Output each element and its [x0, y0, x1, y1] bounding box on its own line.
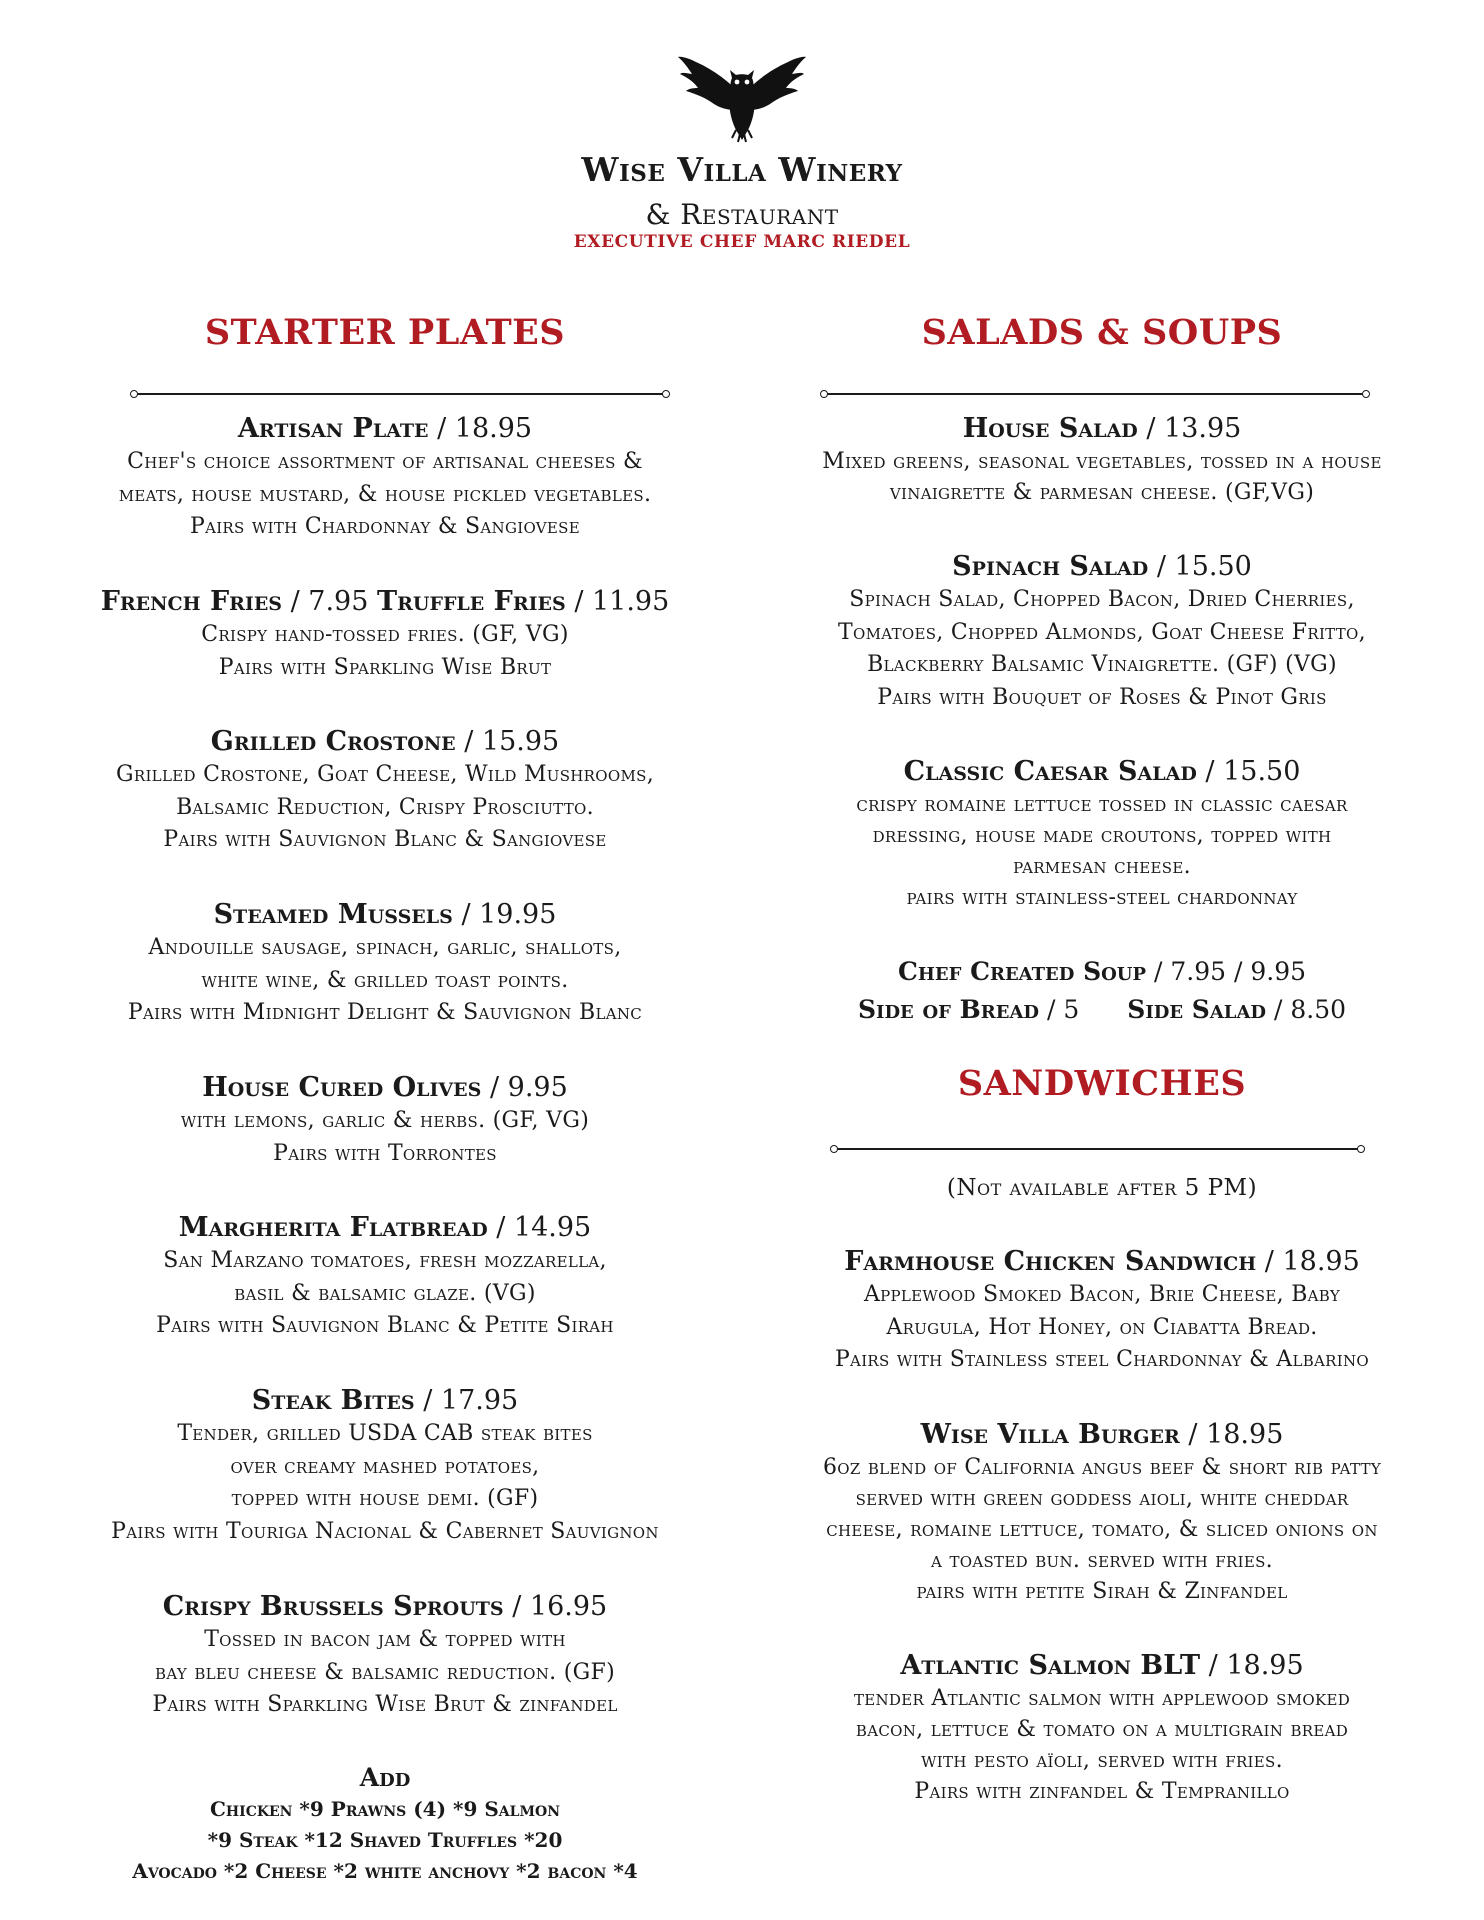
- menu-item: [40, 1590, 730, 1722]
- owl-icon: [676, 48, 808, 143]
- availability-note: (Not available after 5 PM): [946, 1175, 1258, 1201]
- item-price: / 8.50: [1266, 995, 1347, 1024]
- item-name: Spinach Salad: [952, 551, 1149, 582]
- item-description: Spinach Salad, Chopped Bacon, Dried Cherries,: [849, 587, 1355, 612]
- item-description: Grilled Crostone, Goat Cheese, Wild Mushrooms,: [115, 762, 654, 787]
- item-description: basil & balsamic glaze. (VG): [234, 1280, 536, 1306]
- menu-item: [40, 898, 730, 1030]
- item-price: / 13.95: [1137, 413, 1242, 444]
- item-description: Crispy hand-tossed fries. (GF, VG): [201, 622, 569, 647]
- menu-item: [40, 725, 730, 857]
- item-description: Balsamic Reduction, Crispy Prosciutto.: [176, 794, 594, 820]
- item-name: Atlantic Salmon BLT: [900, 1650, 1201, 1681]
- item-description: over creamy mashed potatoes,: [230, 1453, 540, 1479]
- item-price: / 16.95: [503, 1591, 608, 1622]
- item-description: a toasted bun. served with fries.: [931, 1548, 1273, 1573]
- menu-item: [40, 585, 730, 684]
- item-price: / 18.95: [1200, 1650, 1304, 1681]
- executive-chef: EXECUTIVE CHEF MARC RIEDEL: [573, 232, 911, 252]
- item-description: meats, house mustard, & house pickled vegetables.: [118, 481, 652, 507]
- item-price: / 14.95: [487, 1212, 592, 1243]
- item-name: Artisan Plate: [237, 413, 429, 444]
- section-title-sandwiches: SANDWICHES: [957, 1063, 1247, 1104]
- item-name: Farmhouse Chicken Sandwich: [844, 1246, 1257, 1277]
- section-title-salads: SALADS & SOUPS: [921, 312, 1283, 353]
- item-name: Classic Caesar Salad: [903, 756, 1197, 787]
- menu-item: [40, 1071, 730, 1170]
- item-description: San Marzano tomatoes, fresh mozzarella,: [163, 1248, 607, 1273]
- add-ons-line: Avocado *2 Cheese *2 white anchovy *2 bacon *4: [132, 1859, 638, 1883]
- item-pairing: Pairs with Sauvignon Blanc & Sangiovese: [163, 827, 607, 852]
- item-description: vinaigrette & parmesan cheese. (GF,VG): [889, 480, 1315, 505]
- item-pairing: Pairs with Sparkling Wise Brut & zinfandel: [152, 1692, 618, 1717]
- item-pairing: Pairs with Sparkling Wise Brut: [218, 654, 552, 680]
- item-description: parmesan cheese.: [1013, 854, 1191, 879]
- item-name: Grilled Crostone: [210, 726, 456, 757]
- add-ons-line: Chicken *9 Prawns (4) *9 Salmon: [210, 1797, 560, 1821]
- item-price: / 7.95 / 9.95: [1146, 957, 1307, 986]
- item-name: Side Salad: [1127, 995, 1267, 1024]
- menu-item: [40, 412, 730, 544]
- item-pairing: Pairs with Midnight Delight & Sauvignon Blanc: [127, 1000, 643, 1025]
- item-description: Tomatoes, Chopped Almonds, Goat Cheese Fritto,: [838, 619, 1366, 645]
- item-price: / 18.95: [1179, 1419, 1284, 1450]
- menu-item: [760, 1245, 1444, 1377]
- item-name: Margherita Flatbread: [178, 1212, 488, 1243]
- item-description: Chef's choice assortment of artisanal cheeses &: [127, 449, 643, 474]
- item-description: Applewood Smoked Bacon, Brie Cheese, Baby: [863, 1282, 1341, 1307]
- item-price: / 19.95: [452, 899, 557, 930]
- item-description: 6oz blend of California angus beef & short rib patty: [822, 1455, 1382, 1480]
- item-description: Tender, grilled USDA CAB steak bites: [177, 1421, 593, 1446]
- item-description: cheese, romaine lettuce, tomato, & sliced onions on: [826, 1517, 1378, 1542]
- item-name: Truffle Fries: [377, 586, 566, 617]
- item-price: / 15.95: [455, 726, 560, 757]
- item-description: bacon, lettuce & tomato on a multigrain bread: [855, 1717, 1349, 1742]
- restaurant-name: Wise Villa Winery: [581, 150, 903, 189]
- item-price: / 18.95: [1256, 1246, 1360, 1277]
- divider: [820, 388, 1370, 400]
- item-price: / 18.95: [428, 413, 533, 444]
- item-description: with lemons, garlic & herbs. (GF, VG): [180, 1108, 590, 1133]
- item-description: served with green goddess aioli, white cheddar: [855, 1486, 1349, 1511]
- item-name: French Fries: [100, 586, 283, 617]
- item-name: Side of Bread: [857, 995, 1040, 1024]
- item-name: House Cured Olives: [202, 1072, 482, 1103]
- item-price: / 7.95: [282, 586, 377, 617]
- add-ons: [40, 1762, 730, 1887]
- item-description: tender Atlantic salmon with applewood smoked: [853, 1686, 1351, 1711]
- item-pairing: Pairs with zinfandel & Tempranillo: [914, 1779, 1290, 1804]
- item-price: / 5: [1039, 995, 1080, 1024]
- item-description: with pesto aïoli, served with fries.: [921, 1748, 1283, 1773]
- item-pairing: Pairs with Torrontes: [273, 1140, 497, 1166]
- restaurant-subtitle: & Restaurant: [645, 198, 839, 231]
- menu-item: [760, 755, 1444, 913]
- item-pairing: Pairs with Bouquet of Roses & Pinot Gris: [877, 684, 1327, 710]
- menu-item: [760, 412, 1444, 508]
- menu-item: [40, 1384, 730, 1548]
- item-description: Andouille sausage, spinach, garlic, shallots,: [148, 935, 622, 960]
- section-title-starters: STARTER PLATES: [204, 312, 566, 353]
- menu-item: [760, 1418, 1444, 1607]
- item-description: Mixed greens, seasonal vegetables, tossed in a house: [822, 449, 1382, 474]
- item-price: / 17.95: [414, 1385, 519, 1416]
- item-price: / 15.50: [1196, 756, 1301, 787]
- item-name: Chef Created Soup: [897, 957, 1147, 986]
- item-description: Arugula, Hot Honey, on Ciabatta Bread.: [886, 1314, 1318, 1340]
- item-name: Crispy Brussels Sprouts: [162, 1591, 504, 1622]
- item-pairing: pairs with stainless-steel chardonnay: [906, 885, 1298, 910]
- item-description: white wine, & grilled toast points.: [201, 967, 569, 993]
- item-description: dressing, house made croutons, topped with: [872, 823, 1332, 848]
- item-description: Tossed in bacon jam & topped with: [204, 1627, 566, 1652]
- menu-item: [760, 550, 1444, 714]
- item-name: Steak Bites: [251, 1385, 415, 1416]
- divider: [830, 1143, 1365, 1155]
- item-name: Steamed Mussels: [213, 899, 453, 930]
- add-ons-title: Add: [359, 1763, 411, 1792]
- item-pairing: pairs with petite Sirah & Zinfandel: [916, 1579, 1288, 1604]
- item-price: / 11.95: [565, 586, 670, 617]
- item-name: House Salad: [962, 413, 1138, 444]
- add-ons-line: *9 Steak *12 Shaved Truffles *20: [207, 1828, 563, 1852]
- menu-item: [40, 1211, 730, 1343]
- soups-and-sides: [760, 953, 1444, 1029]
- item-description: crispy romaine lettuce tossed in classic caesar: [856, 792, 1348, 817]
- item-pairing: Pairs with Chardonnay & Sangiovese: [189, 514, 581, 539]
- item-description: Blackberry Balsamic Vinaigrette. (GF) (VG): [867, 652, 1337, 677]
- item-pairing: Pairs with Touriga Nacional & Cabernet Sauvignon: [111, 1518, 659, 1544]
- item-price: / 9.95: [481, 1072, 568, 1103]
- item-price: / 15.50: [1148, 551, 1252, 582]
- divider: [130, 388, 670, 400]
- item-pairing: Pairs with Stainless steel Chardonnay & Albarino: [834, 1347, 1370, 1372]
- menu-item: [760, 1649, 1444, 1807]
- item-description: topped with house demi. (GF): [231, 1486, 539, 1511]
- item-description: bay bleu cheese & balsamic reduction. (GF): [155, 1659, 615, 1685]
- item-pairing: Pairs with Sauvignon Blanc & Petite Sirah: [156, 1313, 614, 1338]
- item-name: Wise Villa Burger: [920, 1419, 1180, 1450]
